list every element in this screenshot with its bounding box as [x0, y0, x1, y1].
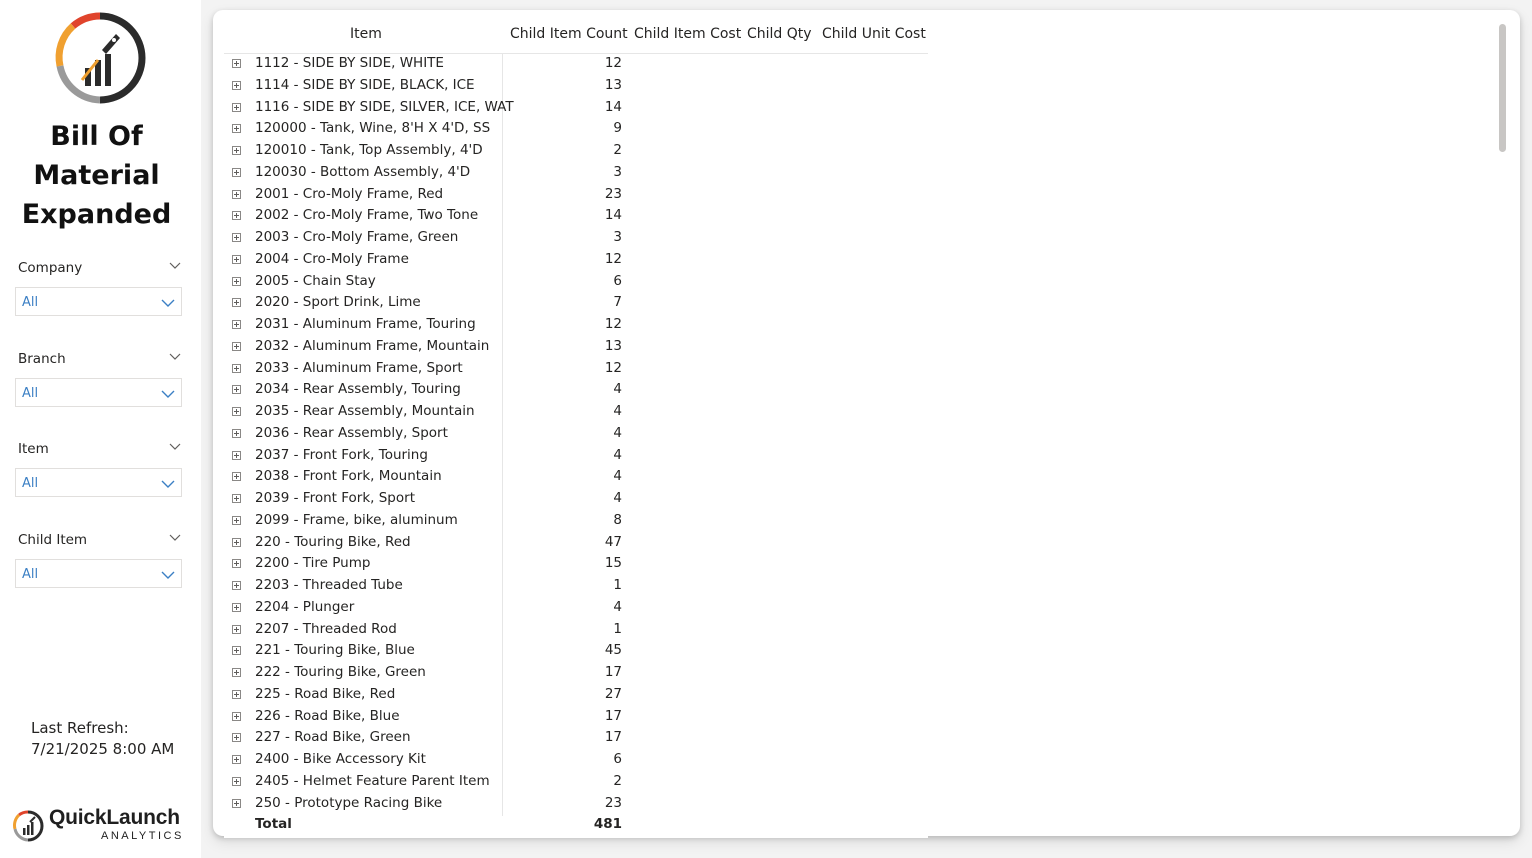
slicer-label: Branch [18, 351, 66, 367]
row-child-item-count: 3 [613, 163, 622, 180]
row-item-name: 2003 - Cro-Moly Frame, Green [255, 229, 459, 245]
row-item-name: 120000 - Tank, Wine, 8'H X 4'D, SS [255, 120, 491, 137]
row-child-item-count: 12 [604, 250, 622, 267]
row-child-item-count: 3 [613, 229, 622, 245]
chevron-down-icon [161, 296, 175, 310]
row-child-item-count: 23 [604, 185, 622, 202]
row-child-item-count: 4 [613, 490, 622, 506]
column-header-child-qty[interactable]: Child Qty [747, 26, 812, 42]
row-child-item-count: 4 [613, 468, 622, 485]
expand-plus-icon[interactable] [232, 146, 241, 155]
row-item-name: 2020 - Sport Drink, Lime [255, 294, 421, 311]
row-child-item-count: 13 [604, 76, 622, 93]
chevron-down-icon[interactable] [168, 531, 182, 545]
branch-dropdown[interactable] [15, 378, 182, 407]
row-item-name: 221 - Touring Bike, Blue [255, 642, 415, 659]
company-slicer [14, 258, 184, 310]
row-item-name: 2200 - Tire Pump [255, 555, 371, 572]
row-child-item-count: 17 [604, 729, 622, 746]
row-item-name: 2036 - Rear Assembly, Sport [255, 424, 448, 441]
chevron-down-icon[interactable] [168, 440, 182, 454]
row-child-item-count: 8 [613, 511, 622, 528]
table-row[interactable] [224, 380, 928, 402]
row-item-name: 2033 - Aluminum Frame, Sport [255, 359, 463, 376]
table-row[interactable] [224, 337, 928, 359]
row-item-name: 2400 - Bike Accessory Kit [255, 751, 426, 767]
table-row[interactable] [224, 76, 928, 98]
row-item-name: 1116 - SIDE BY SIDE, SILVER, ICE, WAT [255, 98, 514, 115]
row-item-name: 2099 - Frame, bike, aluminum [255, 511, 458, 528]
expand-plus-icon[interactable] [232, 472, 241, 481]
child-item-dropdown[interactable] [15, 559, 182, 588]
expand-plus-icon[interactable] [232, 733, 241, 742]
column-header-child-unit-cost[interactable]: Child Unit Cost [822, 26, 926, 42]
row-item-name: 2039 - Front Fork, Sport [255, 490, 415, 506]
title-line: Material [33, 160, 160, 191]
row-child-item-count: 1 [613, 620, 622, 637]
expand-plus-icon[interactable] [232, 451, 241, 460]
slicer-label: Company [18, 260, 83, 276]
expand-plus-icon[interactable] [232, 407, 241, 416]
expand-plus-icon[interactable] [232, 298, 241, 307]
row-item-name: 225 - Road Bike, Red [255, 685, 396, 702]
table-row[interactable] [224, 315, 928, 337]
table-row[interactable] [224, 359, 928, 381]
filter-sidebar [0, 0, 201, 858]
page-title [0, 117, 193, 234]
branch-slicer [14, 349, 184, 401]
row-item-name: 2031 - Aluminum Frame, Touring [255, 316, 476, 332]
row-item-name: 2037 - Front Fork, Touring [255, 446, 428, 463]
chevron-down-icon [161, 568, 175, 582]
dropdown-value: All [22, 295, 39, 310]
row-child-item-count: 7 [613, 294, 622, 311]
column-header-child-item-count[interactable]: Child Item Count [510, 26, 628, 42]
row-child-item-count: 4 [613, 598, 622, 615]
row-item-name: 120010 - Tank, Top Assembly, 4'D [255, 142, 483, 158]
expand-plus-icon[interactable] [232, 211, 241, 220]
title-line: Expanded [21, 199, 172, 230]
row-item-name: 2203 - Threaded Tube [255, 577, 403, 593]
row-child-item-count: 13 [604, 337, 622, 354]
row-child-item-count: 4 [613, 424, 622, 441]
slicer-header[interactable] [14, 530, 184, 554]
table-row[interactable] [224, 794, 928, 816]
expand-plus-icon[interactable] [232, 429, 241, 438]
company-dropdown[interactable] [15, 287, 182, 316]
expand-plus-icon[interactable] [232, 364, 241, 373]
row-item-name: 2035 - Rear Assembly, Mountain [255, 403, 475, 419]
slicer-header[interactable] [14, 439, 184, 463]
row-child-item-count: 23 [604, 794, 622, 811]
total-value: 481 [593, 816, 622, 832]
table-row[interactable] [224, 293, 928, 315]
total-row [224, 816, 928, 838]
quicklaunch-brand-icon [12, 810, 44, 842]
expand-plus-icon[interactable] [232, 190, 241, 199]
last-refresh-value: 7/21/2025 8:00 AM [31, 740, 175, 758]
table-row[interactable] [224, 424, 928, 446]
quicklaunch-brand [12, 806, 192, 846]
expand-plus-icon[interactable] [232, 168, 241, 177]
expand-plus-icon[interactable] [232, 559, 241, 568]
row-item-name: 2001 - Cro-Moly Frame, Red [255, 185, 444, 202]
column-header-child-item-cost[interactable]: Child Item Cost [634, 26, 742, 42]
row-child-item-count: 15 [604, 555, 622, 572]
table-row[interactable] [224, 533, 928, 555]
expand-plus-icon[interactable] [232, 103, 241, 112]
row-child-item-count: 2 [613, 142, 622, 158]
row-child-item-count: 1 [613, 577, 622, 593]
table-row[interactable] [224, 228, 928, 250]
row-child-item-count: 14 [604, 98, 622, 115]
row-item-name: 226 - Road Bike, Blue [255, 707, 400, 724]
row-item-name: 220 - Touring Bike, Red [255, 533, 411, 550]
table-row[interactable] [224, 489, 928, 511]
last-refresh-label: Last Refresh: [31, 719, 129, 737]
row-child-item-count: 2 [613, 772, 622, 789]
chevron-down-icon [161, 477, 175, 491]
table-row[interactable] [224, 641, 928, 663]
table-row[interactable] [224, 98, 928, 120]
table-row[interactable] [224, 663, 928, 685]
table-row[interactable] [224, 185, 928, 207]
expand-plus-icon[interactable] [232, 777, 241, 786]
expand-plus-icon[interactable] [232, 277, 241, 286]
row-item-name: 2004 - Cro-Moly Frame [255, 250, 409, 267]
table-row[interactable] [224, 728, 928, 750]
table-row[interactable] [224, 685, 928, 707]
rocket-logo-icon [52, 10, 148, 106]
row-child-item-count: 14 [604, 207, 622, 224]
table-row[interactable] [224, 554, 928, 576]
row-child-item-count: 4 [613, 446, 622, 463]
row-child-item-count: 4 [613, 381, 622, 398]
expand-plus-icon[interactable] [232, 233, 241, 242]
dropdown-value: All [22, 567, 39, 582]
row-item-name: 227 - Road Bike, Green [255, 729, 411, 746]
vertical-scrollbar[interactable] [1499, 24, 1506, 152]
row-child-item-count: 45 [604, 642, 622, 659]
expand-plus-icon[interactable] [232, 799, 241, 808]
table-row[interactable] [224, 598, 928, 620]
row-child-item-count: 6 [613, 751, 622, 767]
row-child-item-count: 17 [604, 707, 622, 724]
table-row[interactable] [224, 446, 928, 468]
table-row[interactable] [224, 272, 928, 294]
slicer-header[interactable] [14, 349, 184, 373]
expand-plus-icon[interactable] [232, 255, 241, 264]
row-item-name: 2002 - Cro-Moly Frame, Two Tone [255, 207, 479, 224]
table-row[interactable] [224, 141, 928, 163]
row-child-item-count: 6 [613, 272, 622, 289]
child-item-slicer [14, 530, 184, 582]
row-item-name: 120030 - Bottom Assembly, 4'D [255, 163, 471, 180]
row-item-name: 1114 - SIDE BY SIDE, BLACK, ICE [255, 76, 475, 93]
table-row[interactable] [224, 511, 928, 533]
brand-name: QuickLaunch [49, 806, 180, 829]
row-child-item-count: 12 [604, 359, 622, 376]
matrix-visual-card [213, 10, 1520, 836]
table-row[interactable] [224, 250, 928, 272]
table-body[interactable] [224, 54, 928, 816]
expand-plus-icon[interactable] [232, 690, 241, 699]
chevron-down-icon[interactable] [168, 259, 182, 273]
expand-plus-icon[interactable] [232, 385, 241, 394]
row-item-name: 1112 - SIDE BY SIDE, WHITE [255, 55, 444, 71]
expand-plus-icon[interactable] [232, 755, 241, 764]
table-row[interactable] [224, 402, 928, 424]
brand-subtitle: ANALYTICS [101, 830, 184, 842]
row-item-name: 2032 - Aluminum Frame, Mountain [255, 337, 490, 354]
row-child-item-count: 47 [604, 533, 622, 550]
table-row[interactable] [224, 54, 928, 76]
item-slicer [14, 439, 184, 491]
item-dropdown[interactable] [15, 468, 182, 497]
row-item-name: 2204 - Plunger [255, 598, 355, 615]
dropdown-value: All [22, 476, 39, 491]
slicer-label: Child Item [18, 532, 88, 548]
table-row[interactable] [224, 206, 928, 228]
column-header-item[interactable]: Item [350, 26, 382, 42]
bom-matrix-table [224, 22, 928, 832]
expand-plus-icon[interactable] [232, 538, 241, 547]
row-child-item-count: 9 [613, 120, 622, 137]
table-row[interactable] [224, 707, 928, 729]
chevron-down-icon [161, 387, 175, 401]
expand-plus-icon[interactable] [232, 124, 241, 133]
table-row[interactable] [224, 620, 928, 642]
row-item-name: 2034 - Rear Assembly, Touring [255, 381, 461, 398]
table-row[interactable] [224, 119, 928, 141]
expand-plus-icon[interactable] [232, 625, 241, 634]
table-row[interactable] [224, 467, 928, 489]
expand-plus-icon[interactable] [232, 581, 241, 590]
expand-plus-icon[interactable] [232, 494, 241, 503]
row-item-name: 2207 - Threaded Rod [255, 620, 397, 637]
dropdown-value: All [22, 386, 39, 401]
slicer-label: Item [18, 441, 49, 457]
title-line: Bill Of [50, 121, 143, 152]
expand-plus-icon[interactable] [232, 646, 241, 655]
row-child-item-count: 12 [604, 55, 622, 71]
row-item-name: 2038 - Front Fork, Mountain [255, 468, 442, 485]
row-item-name: 2005 - Chain Stay [255, 272, 376, 289]
row-item-name: 2405 - Helmet Feature Parent Item [255, 772, 490, 789]
table-row[interactable] [224, 772, 928, 794]
expand-plus-icon[interactable] [232, 603, 241, 612]
expand-plus-icon[interactable] [232, 668, 241, 677]
row-child-item-count: 17 [604, 664, 622, 680]
expand-plus-icon[interactable] [232, 712, 241, 721]
table-row[interactable] [224, 163, 928, 185]
row-child-item-count: 27 [604, 685, 622, 702]
table-header [224, 22, 928, 54]
expand-plus-icon[interactable] [232, 59, 241, 68]
expand-plus-icon[interactable] [232, 320, 241, 329]
row-item-name: 222 - Touring Bike, Green [255, 664, 426, 680]
chevron-down-icon[interactable] [168, 350, 182, 364]
table-row[interactable] [224, 576, 928, 598]
row-child-item-count: 4 [613, 403, 622, 419]
expand-plus-icon[interactable] [232, 342, 241, 351]
expand-plus-icon[interactable] [232, 516, 241, 525]
row-child-item-count: 12 [604, 316, 622, 332]
slicer-header[interactable] [14, 258, 184, 282]
row-item-name: 250 - Prototype Racing Bike [255, 794, 443, 811]
table-row[interactable] [224, 750, 928, 772]
total-label: Total [255, 816, 292, 832]
expand-plus-icon[interactable] [232, 81, 241, 90]
